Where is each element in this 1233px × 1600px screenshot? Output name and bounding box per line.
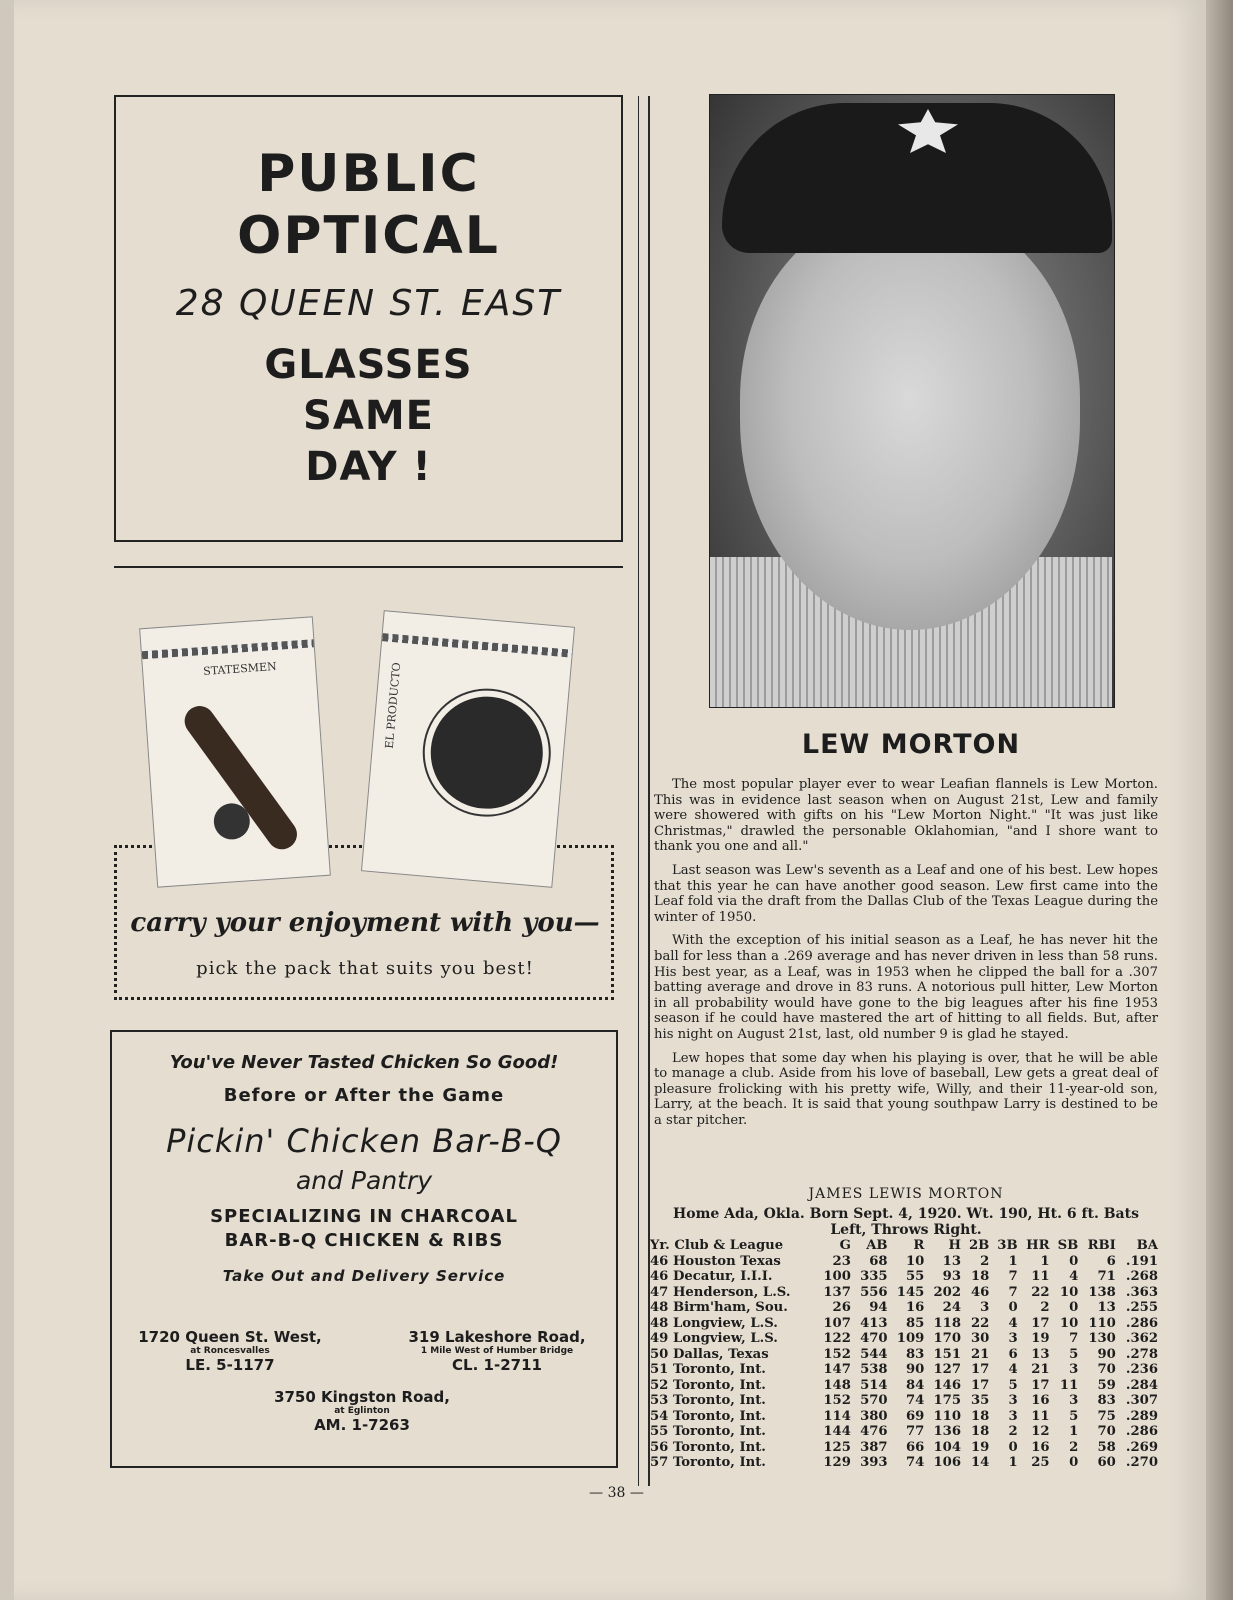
location-1-sub: at Roncesvalles: [190, 1346, 270, 1356]
chicken-name-2: and Pantry: [295, 1166, 433, 1195]
table-cell: 100: [823, 1269, 851, 1284]
table-cell: 10: [905, 1253, 925, 1269]
location-3-sub: at Eglinton: [334, 1406, 390, 1416]
table-cell: 4: [1069, 1269, 1079, 1284]
table-cell: 413: [860, 1315, 888, 1331]
stats-header: AB: [866, 1238, 888, 1253]
optical-title-1: PUBLIC: [257, 144, 480, 204]
table-cell: 51 Toronto, Int.: [650, 1362, 766, 1377]
player-vitals: Home Ada, Okla. Born Sept. 4, 1920. Wt. 190, Ht. 6 ft. Bats Left, Throws Right.: [673, 1206, 1139, 1238]
optical-title-2: OPTICAL: [237, 206, 500, 266]
location-1-phone: LE. 5-1177: [185, 1356, 275, 1374]
player-face: [740, 210, 1080, 630]
table-cell: 335: [860, 1269, 888, 1284]
table-cell: 0: [1069, 1455, 1079, 1470]
table-cell: 0: [1008, 1300, 1018, 1315]
chicken-spec-1: SPECIALIZING IN CHARCOAL: [210, 1206, 518, 1227]
bio-paragraph: Last season was Lew's seventh as a Leaf and one of his best. Lew hopes that this year he can have another good season. Lew first came into the Leaf fold via the draft from the Dallas Club of the Texas League during the winter of 1950.: [654, 862, 1158, 925]
optical-line-1: GLASSES: [264, 342, 473, 388]
table-cell: 118: [933, 1315, 961, 1331]
table-cell: 0: [1008, 1439, 1018, 1455]
chicken-name: Pickin' Chicken Bar-B-Q: [166, 1122, 562, 1160]
chicken-subhead: Before or After the Game: [223, 1085, 505, 1106]
table-row: [648, 1393, 1160, 1409]
table-cell: 104: [933, 1439, 961, 1455]
stats-header: BA: [1136, 1238, 1158, 1253]
table-cell: 2: [980, 1253, 990, 1269]
table-cell: .289: [1125, 1408, 1158, 1424]
table-cell: 1: [1008, 1253, 1018, 1269]
stats-header-row: [648, 1238, 1160, 1254]
player-photo: [709, 94, 1115, 708]
el-producto-pack-image: [361, 610, 575, 888]
stats-header: HR: [1026, 1238, 1050, 1253]
table-cell: 46 Decatur, I.I.I.: [650, 1269, 773, 1284]
table-cell: 151: [933, 1346, 961, 1362]
club-house-medallion-icon: [420, 685, 554, 819]
table-cell: .307: [1125, 1393, 1158, 1408]
table-cell: 75: [1097, 1408, 1116, 1424]
table-cell: 137: [823, 1284, 851, 1300]
optical-line-3: DAY !: [305, 444, 432, 490]
chicken-headline: You've Never Tasted Chicken So Good!: [169, 1052, 559, 1073]
table-cell: 21: [1031, 1362, 1050, 1377]
table-cell: 54 Toronto, Int.: [650, 1408, 766, 1424]
table-cell: 114: [823, 1408, 851, 1424]
stats-header: G: [839, 1238, 851, 1253]
table-cell: 68: [869, 1253, 888, 1269]
table-cell: 90: [905, 1362, 925, 1377]
table-cell: 83: [905, 1346, 925, 1362]
el-producto-label: EL PRODUCTO: [382, 661, 404, 750]
table-cell: 22: [970, 1315, 990, 1331]
stats-header: RBI: [1087, 1238, 1116, 1253]
table-cell: 70: [1097, 1362, 1116, 1377]
stats-header: 2B: [968, 1238, 990, 1253]
table-cell: .270: [1125, 1455, 1158, 1470]
table-cell: 58: [1097, 1439, 1116, 1455]
location-2-sub: 1 Mile West of Humber Bridge: [420, 1346, 574, 1356]
table-cell: 145: [896, 1284, 925, 1300]
table-cell: 3: [1069, 1393, 1079, 1408]
table-cell: 10: [1059, 1315, 1079, 1331]
table-cell: 70: [1097, 1424, 1116, 1439]
table-cell: 17: [970, 1362, 990, 1377]
pack-stripe: [382, 633, 572, 658]
optical-ad: [114, 95, 623, 542]
chicken-ad: [110, 1030, 618, 1468]
table-cell: 175: [933, 1393, 961, 1408]
location-2-address: 319 Lakeshore Road,: [408, 1328, 586, 1346]
table-cell: 48 Longview, L.S.: [650, 1315, 778, 1331]
table-cell: 4: [1008, 1362, 1018, 1377]
table-cell: 3: [1008, 1393, 1018, 1408]
table-cell: 170: [933, 1331, 961, 1346]
table-cell: 109: [896, 1331, 925, 1346]
table-cell: 56 Toronto, Int.: [650, 1439, 766, 1455]
statesmen-pack-image: [139, 616, 331, 888]
bio-paragraph: With the exception of his initial season as a Leaf, he has never hit the ball for less than a .269 average and has never driven in less than 58 runs. His best year, as a Leaf, was in 1953 when he clipped the ball for a .307 batting average and drove in 83 runs. A notorious pull hitter, Lew Morton in all probability would have gone to the big leagues after his fine 1953 season if he could have mastered the art of hitting to all fields. But, after his night on August 21st, last, old number 9 is glad he stayed.: [654, 933, 1158, 1042]
cigar-ad: [110, 600, 620, 1005]
table-row: [648, 1362, 1160, 1378]
table-cell: 393: [860, 1455, 888, 1470]
table-cell: 13: [1097, 1300, 1116, 1315]
table-cell: 0: [1069, 1300, 1079, 1315]
table-cell: 46 Houston Texas: [650, 1253, 781, 1269]
table-cell: 1: [1069, 1424, 1079, 1439]
table-cell: 84: [905, 1377, 925, 1393]
table-cell: 11: [1031, 1408, 1050, 1424]
table-row: [648, 1331, 1160, 1347]
table-cell: 5: [1069, 1346, 1079, 1362]
table-cell: 110: [1088, 1315, 1116, 1331]
table-cell: .278: [1125, 1346, 1158, 1362]
table-cell: 17: [1031, 1377, 1050, 1393]
table-cell: 13: [942, 1253, 961, 1269]
table-cell: .286: [1125, 1424, 1158, 1439]
table-cell: 46: [970, 1284, 990, 1300]
player-name: LEW MORTON: [801, 729, 1021, 760]
stats-body: [648, 1254, 1160, 1471]
table-cell: 59: [1097, 1377, 1116, 1393]
table-cell: 90: [1097, 1346, 1116, 1362]
table-cell: 556: [860, 1284, 888, 1300]
table-cell: 202: [933, 1284, 961, 1300]
ad-separator: [114, 566, 623, 568]
location-1-address: 1720 Queen St. West,: [138, 1328, 322, 1346]
table-cell: 544: [860, 1346, 888, 1362]
table-cell: .269: [1125, 1439, 1158, 1455]
stats-header: Yr. Club & League: [650, 1238, 784, 1253]
stats-header: 3B: [997, 1238, 1018, 1253]
table-cell: 136: [933, 1424, 961, 1439]
table-cell: 49 Longview, L.S.: [650, 1331, 778, 1346]
stats-table: [648, 1238, 1160, 1471]
table-cell: .236: [1125, 1362, 1158, 1377]
table-row: [648, 1300, 1160, 1316]
player-full-name: JAMES LEWIS MORTON: [808, 1186, 1004, 1202]
table-cell: 77: [905, 1424, 925, 1439]
table-cell: 57 Toronto, Int.: [650, 1455, 766, 1470]
table-cell: 129: [823, 1455, 851, 1470]
location-1: [130, 1328, 330, 1374]
table-cell: .268: [1125, 1269, 1158, 1284]
table-cell: 55: [905, 1269, 925, 1284]
location-3-phone: AM. 1-7263: [314, 1416, 410, 1434]
table-cell: 55 Toronto, Int.: [650, 1424, 766, 1439]
table-cell: 93: [942, 1269, 961, 1284]
page-edge: [1206, 0, 1233, 1600]
table-cell: 147: [823, 1362, 851, 1377]
table-cell: 11: [1031, 1269, 1050, 1284]
table-cell: 2: [1069, 1439, 1079, 1455]
location-2-phone: CL. 1-2711: [452, 1356, 542, 1374]
location-2: [392, 1328, 602, 1374]
table-cell: 26: [832, 1300, 851, 1315]
table-cell: 74: [905, 1393, 925, 1408]
table-cell: 23: [832, 1253, 851, 1269]
table-cell: 7: [1008, 1284, 1018, 1300]
table-cell: 6: [1008, 1346, 1018, 1362]
player-bio: [654, 777, 1158, 1136]
chicken-service: Take Out and Delivery Service: [222, 1267, 506, 1285]
table-cell: 71: [1097, 1269, 1116, 1284]
table-cell: .362: [1125, 1331, 1158, 1346]
table-cell: .363: [1125, 1284, 1158, 1300]
table-cell: 380: [860, 1408, 888, 1424]
statesmen-label: STATESMEN: [202, 659, 278, 678]
table-cell: 7: [1008, 1269, 1018, 1284]
table-row: [648, 1378, 1160, 1394]
bio-paragraph: Lew hopes that some day when his playing is over, that he will be able to manage a club. Aside from his love of baseball, Lew gets a great deal of pleasure frolicking with his pretty wife, Willy, and their 11-year-old son, Larry, at the beach. It is said that young southpaw Larry is destined to be a star pitcher.: [654, 1050, 1158, 1128]
table-cell: 19: [970, 1439, 990, 1455]
table-cell: 74: [905, 1455, 925, 1470]
table-row: [648, 1316, 1160, 1332]
table-cell: 387: [860, 1439, 888, 1455]
table-cell: 106: [933, 1455, 961, 1470]
table-cell: 2: [1008, 1424, 1018, 1439]
table-row: [648, 1424, 1160, 1440]
table-cell: 6: [1106, 1253, 1116, 1269]
table-cell: 35: [970, 1393, 990, 1408]
table-cell: 21: [970, 1346, 990, 1362]
table-row: [648, 1440, 1160, 1456]
table-cell: 146: [933, 1377, 961, 1393]
table-cell: 152: [823, 1393, 851, 1408]
table-cell: 476: [860, 1424, 888, 1439]
table-cell: 18: [970, 1424, 990, 1439]
chicken-spec-2: BAR-B-Q CHICKEN & RIBS: [224, 1230, 504, 1251]
table-cell: 5: [1069, 1408, 1079, 1424]
table-cell: 53 Toronto, Int.: [650, 1393, 766, 1408]
table-cell: 19: [1031, 1331, 1050, 1346]
table-cell: 18: [970, 1269, 990, 1284]
table-row: [648, 1347, 1160, 1363]
table-cell: .191: [1125, 1253, 1158, 1269]
table-cell: 3: [1069, 1362, 1079, 1377]
cigar-tagline: carry your enjoyment with you—: [130, 908, 600, 938]
table-cell: 3: [1008, 1331, 1018, 1346]
table-cell: 17: [970, 1377, 990, 1393]
table-cell: 25: [1031, 1455, 1050, 1470]
table-row: [648, 1285, 1160, 1301]
stats-header: H: [948, 1238, 961, 1253]
page-number: — 38 —: [589, 1485, 644, 1501]
table-cell: 14: [970, 1455, 990, 1470]
table-cell: .284: [1125, 1377, 1158, 1393]
table-cell: 148: [823, 1377, 851, 1393]
table-cell: 16: [1031, 1393, 1050, 1408]
table-cell: .286: [1125, 1315, 1158, 1331]
table-cell: 48 Birm'ham, Sou.: [650, 1300, 788, 1315]
table-cell: 125: [823, 1439, 851, 1455]
table-cell: .255: [1125, 1300, 1158, 1315]
pack-stripe: [142, 639, 314, 659]
table-cell: 69: [905, 1408, 925, 1424]
table-cell: 1: [1040, 1253, 1050, 1269]
bio-paragraph: The most popular player ever to wear Leafian flannels is Lew Morton. This was in evidence last season when on August 21st, Lew and family were showered with gifts on his "Lew Morton Night." "It was just like Christmas," drawled the personable Oklahomian, "and I shore want to thank you one and all.": [654, 777, 1158, 855]
table-cell: 470: [860, 1331, 888, 1346]
table-cell: 570: [860, 1393, 888, 1408]
table-cell: 127: [933, 1362, 961, 1377]
table-cell: 30: [970, 1331, 990, 1346]
table-cell: 7: [1069, 1331, 1079, 1346]
table-cell: 0: [1069, 1253, 1079, 1269]
table-row: [648, 1269, 1160, 1285]
table-cell: 60: [1097, 1455, 1116, 1470]
table-cell: 11: [1059, 1377, 1079, 1393]
table-cell: 66: [905, 1439, 925, 1455]
table-row: [648, 1455, 1160, 1471]
column-divider: [638, 96, 639, 1486]
table-cell: 3: [1008, 1408, 1018, 1424]
table-cell: 50 Dallas, Texas: [650, 1346, 769, 1362]
table-cell: 17: [1031, 1315, 1050, 1331]
table-cell: 24: [942, 1300, 961, 1315]
table-cell: 144: [823, 1424, 851, 1439]
table-cell: 83: [1097, 1393, 1116, 1408]
table-cell: 514: [860, 1377, 888, 1393]
table-cell: 85: [905, 1315, 925, 1331]
table-cell: 152: [823, 1346, 851, 1362]
location-3: [252, 1388, 472, 1434]
table-cell: 16: [1031, 1439, 1050, 1455]
table-cell: 10: [1059, 1284, 1079, 1300]
table-cell: 122: [823, 1331, 851, 1346]
table-cell: 138: [1088, 1284, 1116, 1300]
table-cell: 110: [933, 1408, 961, 1424]
table-cell: 538: [860, 1362, 888, 1377]
table-cell: 94: [869, 1300, 888, 1315]
table-cell: 18: [970, 1408, 990, 1424]
stats-header: SB: [1057, 1238, 1079, 1253]
table-cell: 47 Henderson, L.S.: [650, 1284, 791, 1300]
table-cell: 1: [1008, 1455, 1018, 1470]
table-cell: 3: [980, 1300, 990, 1315]
table-cell: 16: [905, 1300, 925, 1315]
table-cell: 4: [1008, 1315, 1018, 1331]
table-row: [648, 1409, 1160, 1425]
table-cell: 130: [1088, 1331, 1116, 1346]
stats-header: R: [913, 1238, 925, 1253]
cigar-subtagline: pick the pack that suits you best!: [196, 958, 534, 979]
location-3-address: 3750 Kingston Road,: [274, 1388, 450, 1406]
table-row: [648, 1254, 1160, 1270]
table-cell: 5: [1008, 1377, 1018, 1393]
table-cell: 12: [1031, 1424, 1050, 1439]
table-cell: 22: [1031, 1284, 1050, 1300]
table-cell: 2: [1040, 1300, 1050, 1315]
table-cell: 107: [823, 1315, 851, 1331]
optical-address: 28 QUEEN ST. EAST: [175, 283, 562, 324]
optical-line-2: SAME: [303, 393, 434, 439]
table-cell: 52 Toronto, Int.: [650, 1377, 766, 1393]
table-cell: 13: [1031, 1346, 1050, 1362]
